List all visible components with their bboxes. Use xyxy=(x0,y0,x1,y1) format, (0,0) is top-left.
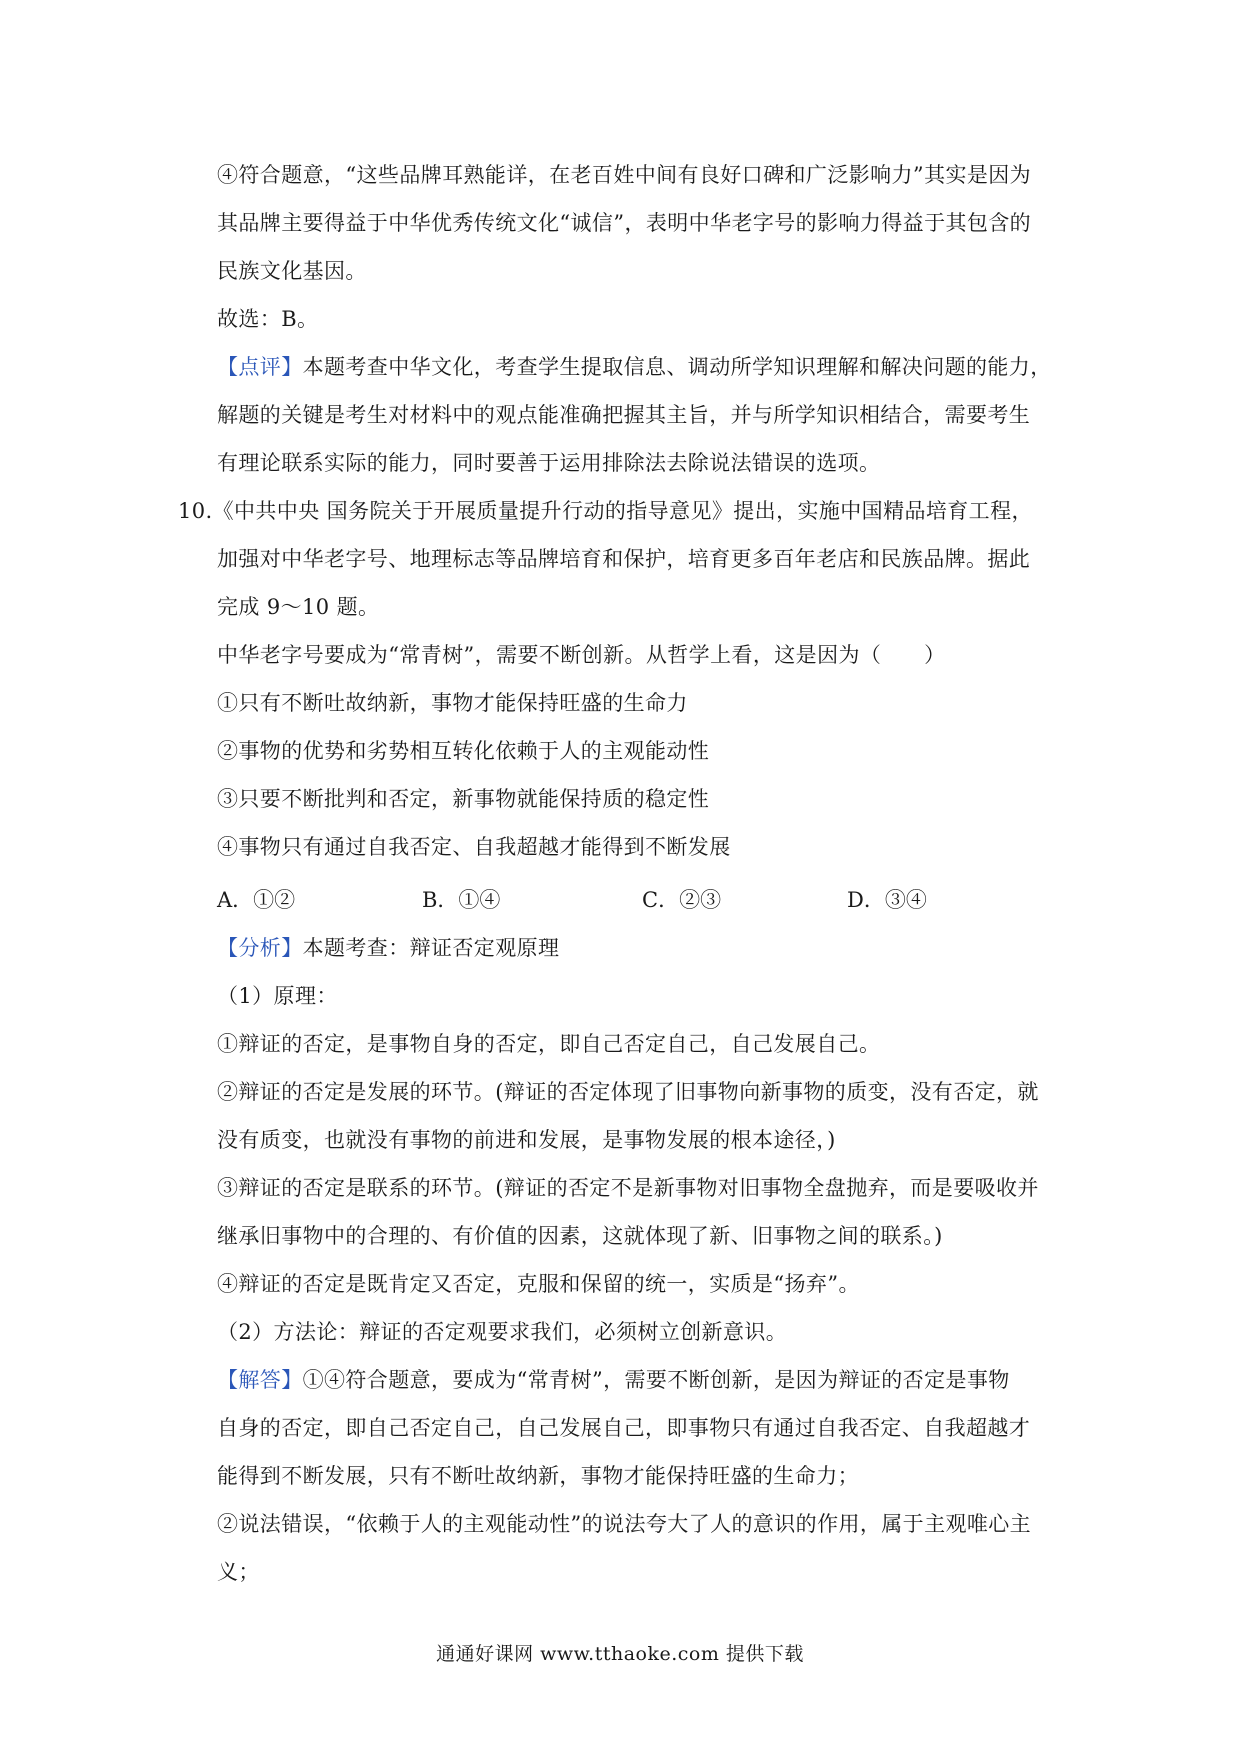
text-line: 解题的关键是考生对材料中的观点能准确把握其主旨，并与所学知识相结合，需要考生 xyxy=(217,403,1031,427)
text-line: 民族文化基因。 xyxy=(217,259,367,283)
comment-line xyxy=(217,352,1052,382)
statement-1: ①只有不断吐故纳新，事物才能保持旺盛的生命力 xyxy=(217,691,688,715)
text-line: （1）原理： xyxy=(217,984,338,1008)
statement-3: ③只要不断批判和否定，新事物就能保持质的稳定性 xyxy=(217,787,710,811)
option-a: A．①② xyxy=(217,888,296,912)
option-d: D．③④ xyxy=(847,888,927,912)
text-line: 有理论联系实际的能力，同时要善于运用排除法去除说法错误的选项。 xyxy=(217,451,881,475)
option-c: C．②③ xyxy=(642,888,722,912)
text-line: ④辩证的否定是既肯定又否定，克服和保留的统一，实质是“扬弃”。 xyxy=(217,1272,860,1296)
text-line: （2）方法论：辩证的否定观要求我们，必须树立创新意识。 xyxy=(217,1320,788,1344)
page-footer: 通通好课网 www.tthaoke.com 提供下载 xyxy=(436,1643,804,1665)
text-line: 能得到不断发展，只有不断吐故纳新，事物才能保持旺盛的生命力； xyxy=(217,1464,859,1488)
text-line: ③辩证的否定是联系的环节。(辩证的否定不是新事物对旧事物全盘抛弃，而是要吸收并 xyxy=(217,1176,1039,1200)
text-line: ②辩证的否定是发展的环节。(辩证的否定体现了旧事物向新事物的质变，没有否定，就 xyxy=(217,1080,1039,1104)
text-line: 加强对中华老字号、地理标志等品牌培育和保护，培育更多百年老店和民族品牌。据此 xyxy=(217,547,1031,571)
question-header-line xyxy=(178,496,1033,526)
answer-options xyxy=(217,885,997,915)
text-line: 没有质变，也就没有事物的前进和发展，是事物发展的根本途径，) xyxy=(217,1128,836,1152)
question-text: 《中共中央 国务院关于开展质量提升行动的指导意见》提出，实施中国精品培育工程， xyxy=(212,499,1033,523)
comment-text: 本题考查中华文化，考查学生提取信息、调动所学知识理解和解决问题的能力， xyxy=(302,355,1052,379)
comment-tag: 【点评】 xyxy=(217,355,303,379)
text-line: ①辩证的否定，是事物自身的否定，即自己否定自己，自己发展自己。 xyxy=(217,1032,881,1056)
solution-text: ①④符合题意，要成为“常青树”，需要不断创新，是因为辩证的否定是事物 xyxy=(302,1368,1010,1392)
statement-2: ②事物的优势和劣势相互转化依赖于人的主观能动性 xyxy=(217,739,710,763)
text-line: 完成 9～10 题。 xyxy=(217,595,380,619)
option-b: B．①④ xyxy=(422,888,501,912)
text-line: 自身的否定，即自己否定自己，自己发展自己，即事物只有通过自我否定、自我超越才 xyxy=(217,1416,1031,1440)
solution-tag: 【解答】 xyxy=(217,1368,303,1392)
text-line: 继承旧事物中的合理的、有价值的因素，这就体现了新、旧事物之间的联系。) xyxy=(217,1224,943,1248)
analysis-line xyxy=(217,933,559,963)
text-line: 义； xyxy=(217,1560,260,1584)
text-line: 其品牌主要得益于中华优秀传统文化“诚信”，表明中华老字号的影响力得益于其包含的 xyxy=(217,211,1032,235)
text-line: ②说法错误，“依赖于人的主观能动性”的说法夸大了人的意识的作用，属于主观唯心主 xyxy=(217,1512,1032,1536)
solution-line xyxy=(217,1365,1010,1395)
answer-choice-line: 故选：B。 xyxy=(217,307,319,331)
statement-4: ④事物只有通过自我否定、自我超越才能得到不断发展 xyxy=(217,835,731,859)
analysis-tag: 【分析】 xyxy=(217,936,303,960)
question-number: 10. xyxy=(178,499,213,523)
text-line: ④符合题意，“这些品牌耳熟能详，在老百姓中间有良好口碑和广泛影响力”其实是因为 xyxy=(217,163,1032,187)
analysis-text: 本题考查：辩证否定观原理 xyxy=(302,936,560,960)
question-stem: 中华老字号要成为“常青树”，需要不断创新。从哲学上看，这是因为（ ） xyxy=(217,643,946,667)
